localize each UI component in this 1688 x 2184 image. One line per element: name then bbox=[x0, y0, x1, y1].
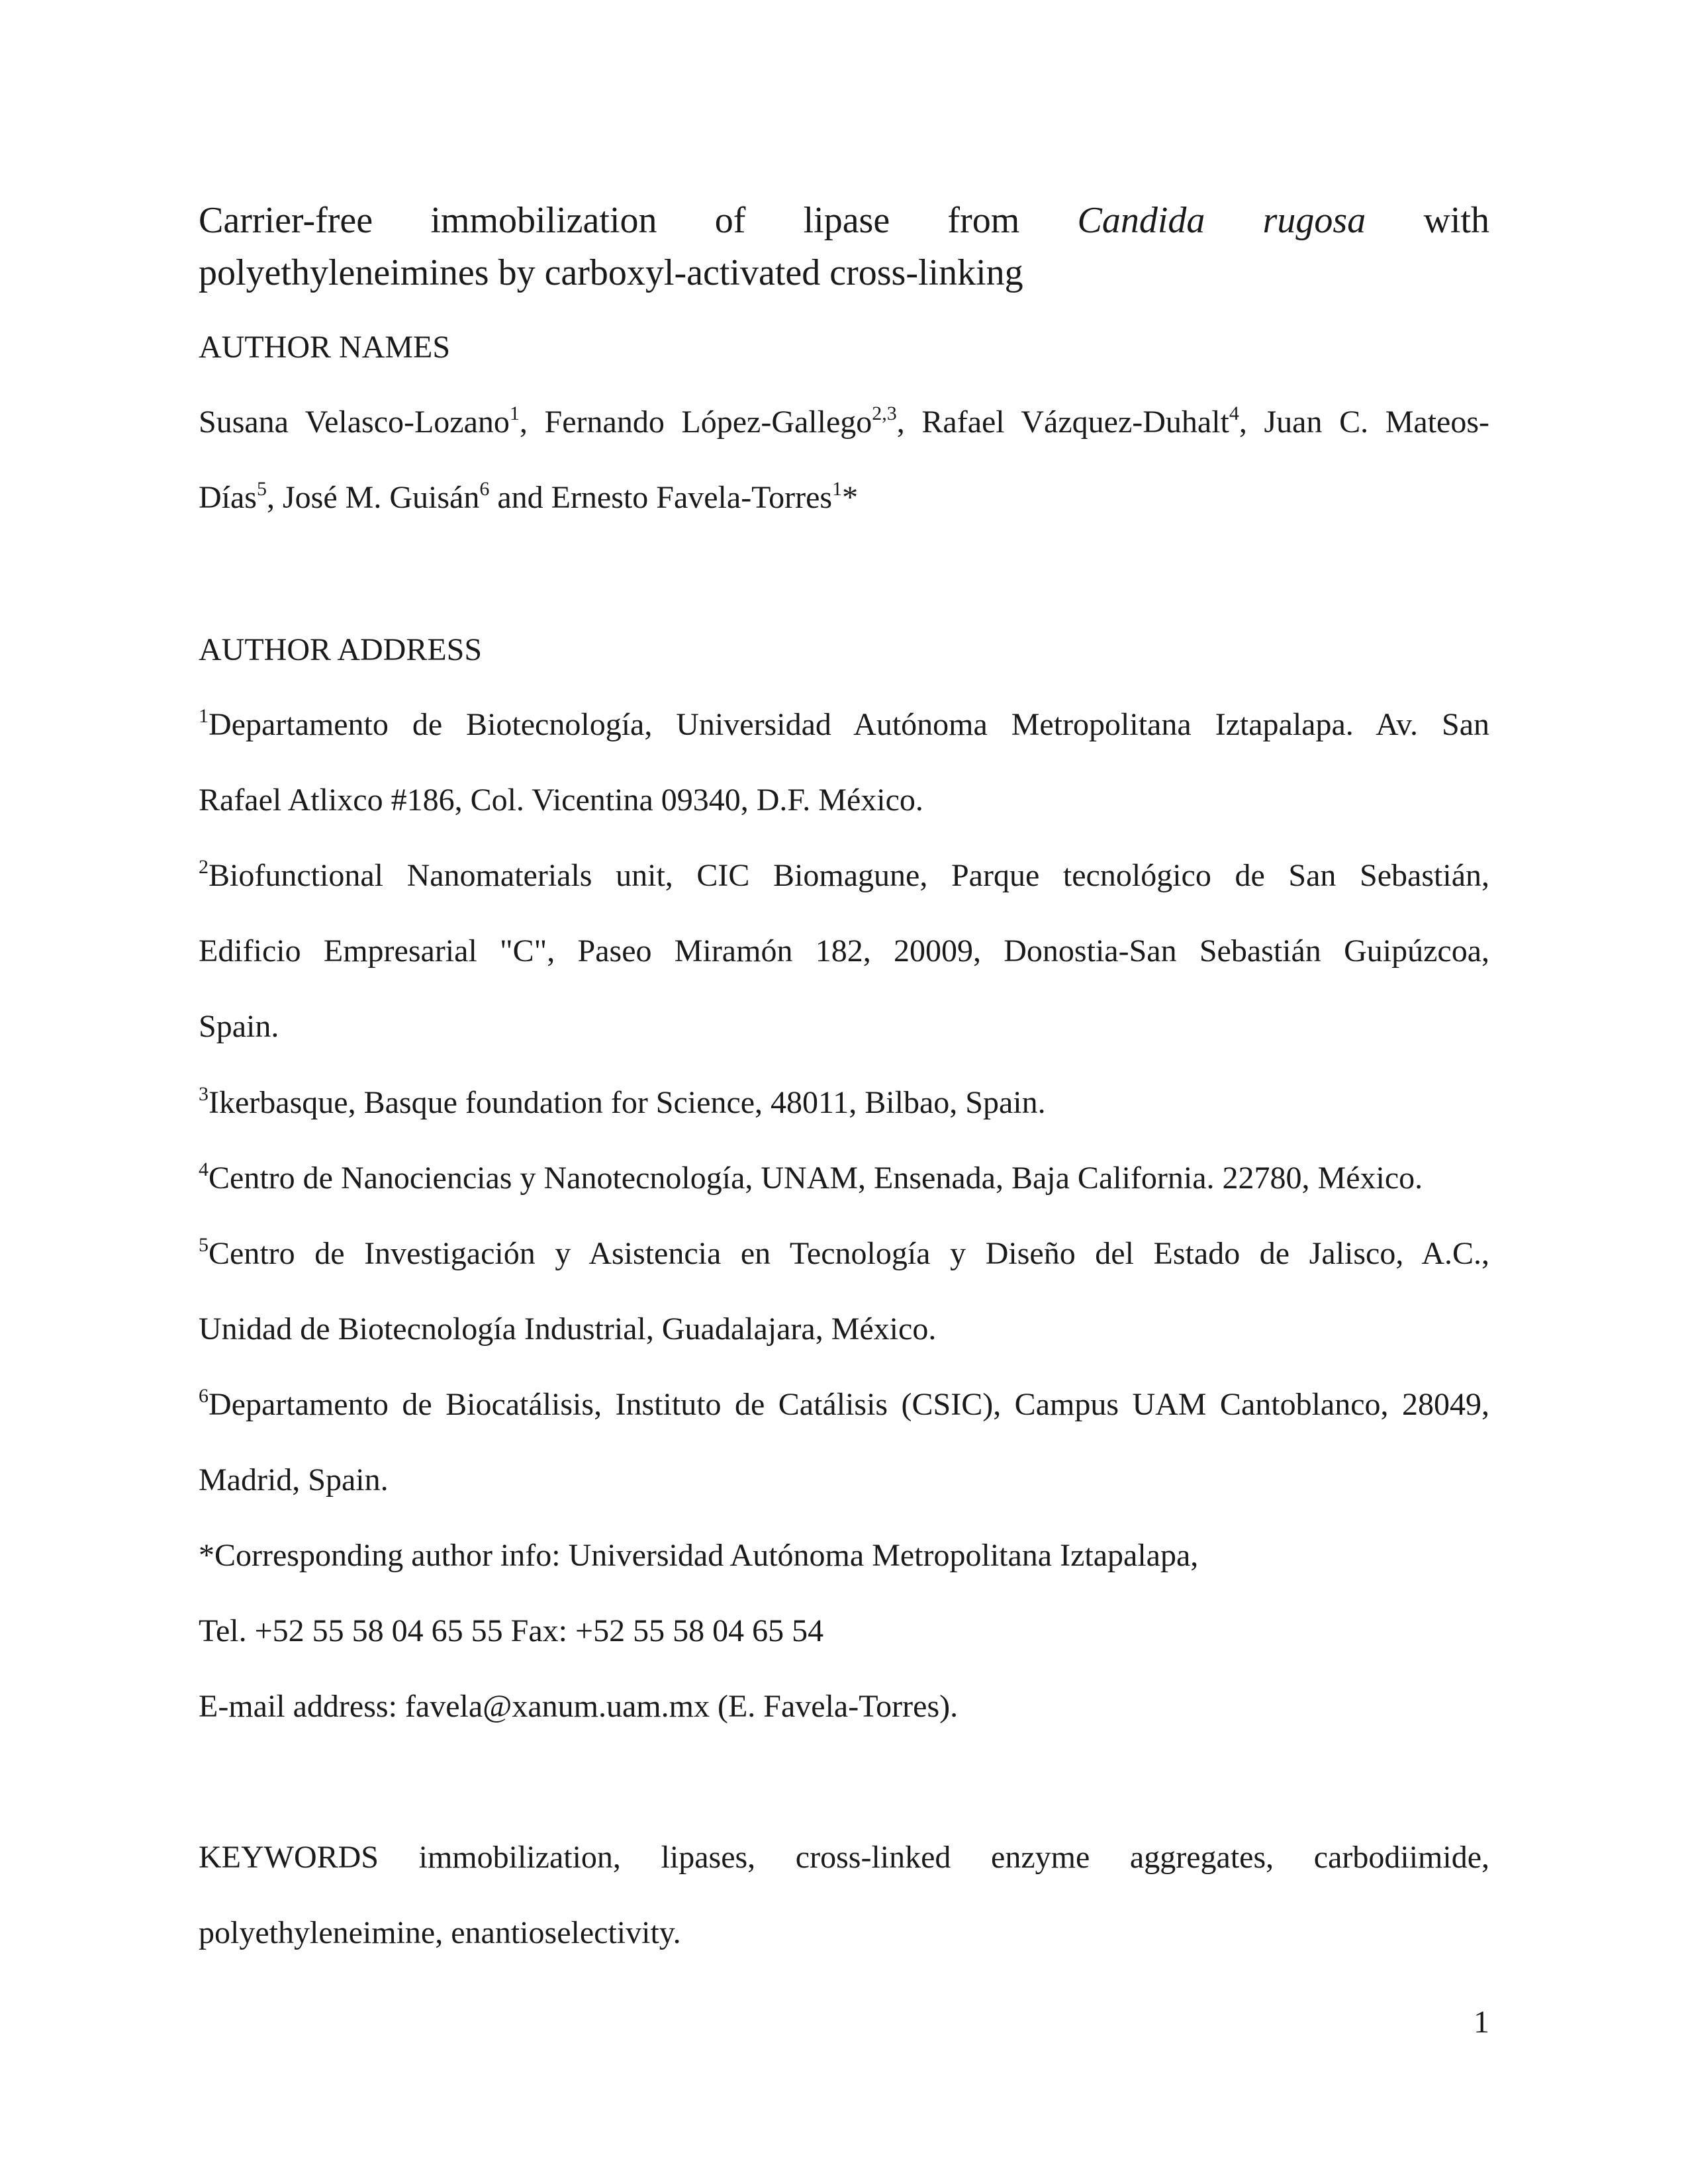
address-5-line-1: $^5$Centro de Investigación y Asistencia en Tecnología y Diseño del Estado de Jalisco, A.C., bbox=[199, 1234, 1489, 1271]
author-names-heading: AUTHOR NAMES bbox=[199, 330, 451, 365]
keywords-line-2: polyethyleneimine, enantioselectivity. bbox=[199, 1915, 681, 1950]
address-1-line-2: Rafael Atlixco #186, Col. Vicentina 09340, D.F. México. bbox=[199, 783, 923, 818]
address-6-line-2: Madrid, Spain. bbox=[199, 1462, 389, 1497]
title-line-1: Carrier-free immobilization of lipase from Candida rugosa with bbox=[199, 200, 1489, 241]
author-address-heading: AUTHOR ADDRESS bbox=[199, 632, 483, 667]
address-2-line-2: Edificio Empresarial "C", Paseo Miramón 182, 20009, Donostia-San Sebastián Guipúzcoa, bbox=[199, 933, 1489, 969]
address-2-line-1: $^2$Biofunctional Nanomaterials unit, CIC Biomagune, Parque tecnológico de San Sebastián, bbox=[199, 856, 1489, 893]
keywords-line-1: KEYWORDS immobilization, lipases, cross-linked enzyme aggregates, carbodiimide, bbox=[199, 1840, 1489, 1875]
address-6-line-1: $^6$Departamento de Biocatálisis, Instituto de Catálisis (CSIC), Campus UAM Cantoblanco, 28049, bbox=[199, 1385, 1489, 1422]
address-5-line-2: Unidad de Biotecnología Industrial, Guadalajara, México. bbox=[199, 1311, 937, 1347]
authors-line-1: Susana Velasco-Lozano$^1$, Fernando López-Gallego$^{2,3}$, Rafael Vázquez-Duhalt$^4$, Juan C. Mateos- bbox=[199, 403, 1489, 440]
page-number: 1 bbox=[1474, 2005, 1489, 2040]
authors-line-2: Días$^5$, José M. Guisán$^6$ and Ernesto Favela-Torres$^1$* bbox=[199, 478, 859, 515]
email-address: E-mail address: favela@xanum.uam.mx (E. Favela-Torres). bbox=[199, 1689, 959, 1724]
title-line-2: polyethyleneimines by carboxyl-activated cross-linking bbox=[199, 252, 1023, 293]
phone-fax: Tel. +52 55 58 04 65 55 Fax: +52 55 58 04 65 54 bbox=[199, 1613, 824, 1648]
address-4: $^4$Centro de Nanociencias y Nanotecnología, UNAM, Ensenada, Baja California. 22780, México. bbox=[199, 1159, 1423, 1196]
corresponding-author: *Corresponding author info: Universidad Autónoma Metropolitana Iztapalapa, bbox=[199, 1538, 1199, 1573]
address-2-line-3: Spain. bbox=[199, 1009, 279, 1044]
species-name: Candida rugosa bbox=[1077, 200, 1366, 241]
address-3: $^3$Ikerbasque, Basque foundation for Science, 48011, Bilbao, Spain. bbox=[199, 1083, 1046, 1120]
address-1-line-1: $^1$Departamento de Biotecnología, Universidad Autónoma Metropolitana Iztapalapa. Av. San bbox=[199, 705, 1489, 742]
